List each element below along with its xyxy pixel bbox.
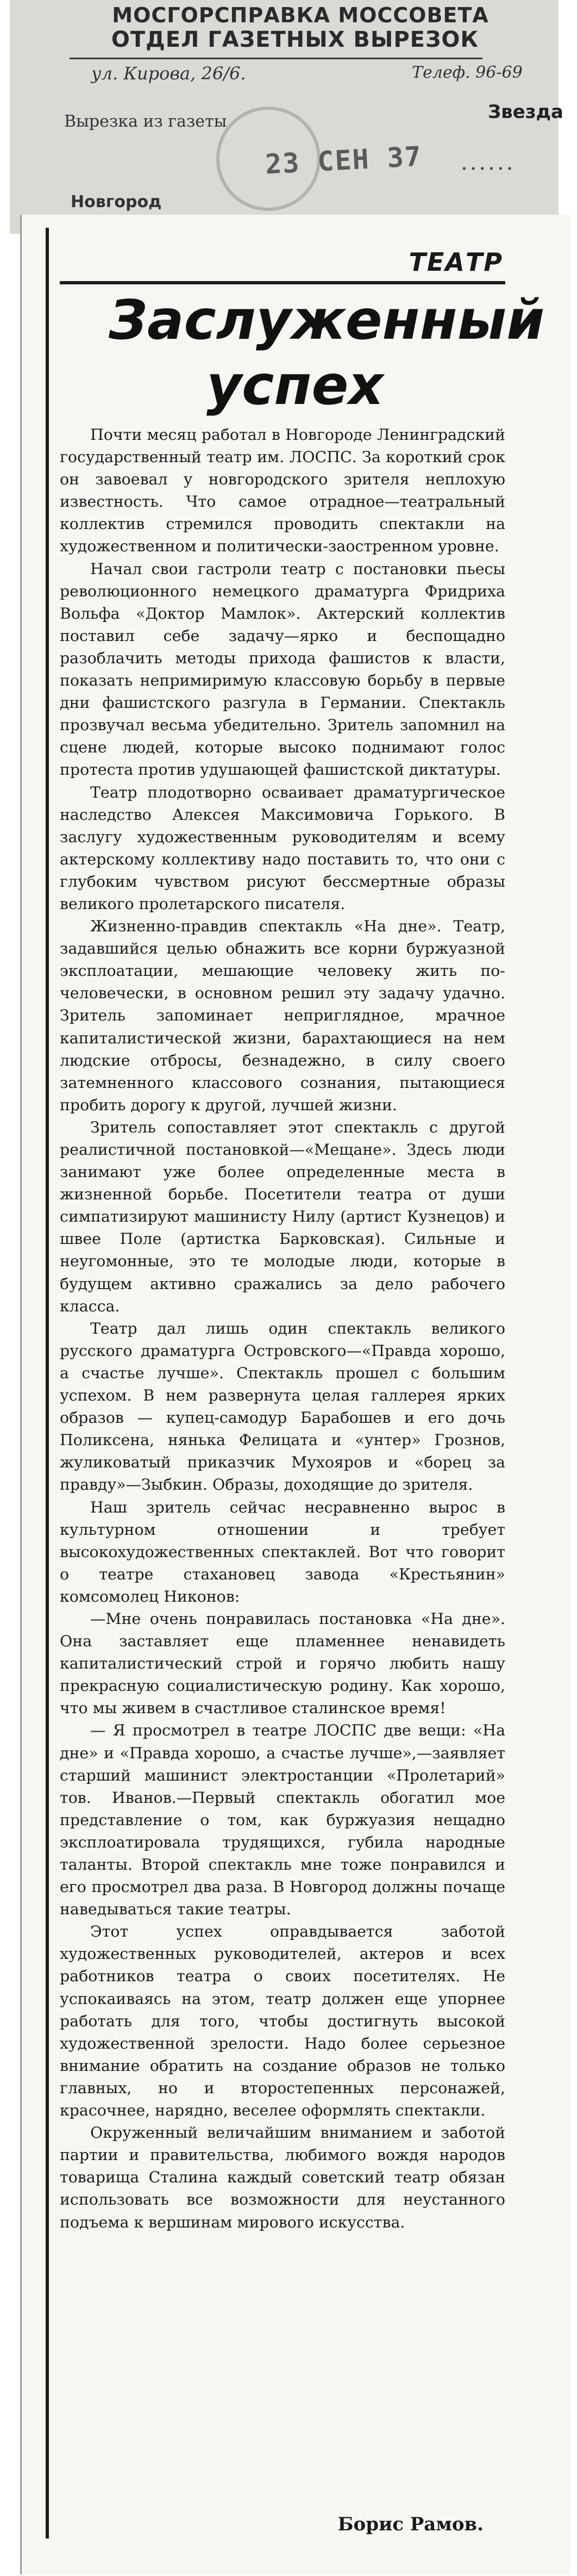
paragraph: Этот успех оправдывается заботой художественных руководителей, актеров и всех работников театра о своих посетителях. Не успокаиваясь на этом, театр должен еще упорнее работать для того, чтобы достигнуть высокой художественной зрелости. Надо более серьезное внимание обратить на создание образов не только главных, но и второстепенных персонажей, красочнее, нарядно, веселее оформлять спектакли. (60, 1922, 505, 2120)
quote-paragraph: — Я просмотрел в театре ЛОСПС две вещи: «На дне» и «Правда хорошо, а счастье лучше»,—заявляет старший машинист электростанции «Пролетарий» тов. Иванов.—Первый спектакль обогатил мое представление о том, как буржуазия нещадно эксплоатировала трудящихся, губила народные таланты. Второй спектакль мне тоже понравился и его просмотрел два раза. В Новгород должны почаще наведываться такие театры. (60, 1721, 505, 1919)
bureau-phone: Телеф. 96-69 (412, 63, 523, 82)
paragraph: Зритель сопоставляет этот спектакль с другой реалистичной постановкой—«Мещане». Здесь люди занимают уже более определенные места в жизненной борьбе. Посетители театра от души симпатизируют машинисту Нилу (артист Кузнецов) и швее Поле (артистка Барковская). Сильные и неугомонные, это те молодые люди, которые в будущем активно сражались за дело рабочего класса. (60, 1118, 505, 1315)
paragraph: Наш зритель сейчас несравненно вырос в культурном отношении и требует высокохудожественных спектаклей. Вот что говорит о театре стахановец завода «Крестьянин» комсомолец Никонов: (60, 1498, 505, 1606)
section-rule (60, 281, 505, 284)
quote-paragraph: —Мне очень понравилась постановка «На дне». Она заставляет еще пламеннее ненавидеть капиталистический строй и горячо любить нашу прекрасную социалистическую родину. Как хорошо, что мы живем в счастливое сталинское время! (60, 1609, 505, 1718)
paragraph: Театр плодотворно осваивает драматургическое наследство Алексея Максимовича Горького. В заслугу художественным руководителям и всему актерскому коллективу надо поставить то, что они с глубоким чувством рисуют бессмертные образы великого пролетарского писателя. (60, 783, 505, 913)
newspaper-clipping (22, 215, 570, 2574)
date-stamp: 23 СЕН 37 (264, 140, 423, 181)
paragraph: Начал свои гастроли театр с постановки пьесы революционного немецкого драматурга Фридриха Вольфа «Доктор Мамлок». Актерский коллектив поставил себе задачу—ярко и беспощадно разоблачить методы прихода фашистов к власти, показать непримиримую классовую борьбу в первые дни фашистского разгула в Германии. Спектакль прозвучал весьма убедительно. Зритель запомнил на сцене людей, которые высоко поднимают голос протеста против удушающей фашистской диктатуры. (60, 559, 505, 779)
cutting-label: Вырезка из газеты (64, 112, 227, 131)
bureau-name: МОСГОРСПРАВКА МОССОВЕТА (112, 3, 489, 27)
date-dots: ...... (461, 150, 516, 175)
city-label: Новгород (71, 192, 162, 211)
bureau-department: ОТДЕЛ ГАЗЕТНЫХ ВЫРЕЗОК (111, 27, 479, 52)
paragraph: Театр дал лишь один спектакль великого русского драматурга Островского—«Правда хорошо, а счастье лучше». Спектакль прошел с большим успехом. В нем развернута целая галлерея ярких образов — купец-самодур Барабошев и его дочь Поликсена, нянька Фелицата и «унтер» Грознов, жуликоватый приказчик Мухояров и «борец за правду»—Зыбкин. Образы, доходящие до зрителя. (60, 1319, 505, 1494)
paragraph: Жизненно-правдив спектакль «На дне». Театр, задавшийся целью обнажить все корни буржуазной эксплоатации, мешающие человеку жить по-человечески, в основном решил эту задачу удачно. Зритель запоминает неприглядное, мрачное капиталистической жизни, барахтающиеся на нем людские отбросы, безнадежно, в силу своего затемненного классового сознания, пытающиеся пробить дорогу к другой, лучшей жизни. (60, 917, 505, 1114)
bureau-address: ул. Кирова, 26/6. (91, 63, 246, 84)
headline-line-1: Заслуженный (109, 288, 545, 352)
headline-line-2: успех (206, 353, 384, 417)
header-divider (70, 58, 482, 59)
newspaper-name: Звезда (488, 101, 563, 123)
author-signature: Борис Рамов. (337, 2513, 484, 2535)
paragraph: Почти месяц работал в Новгороде Ленинградский государственный театр им. ЛОСПС. За короткий срок он завоевал у новгородского зрителя неплохую известность. Что самое отрадное—театральный коллектив стремился проводить спектакли на художественном и политически-заостренном уровне. (60, 426, 505, 556)
section-heading: ТЕАТР (409, 247, 503, 277)
article-column (46, 228, 545, 2538)
article-body (60, 424, 505, 2233)
clipping-bureau-header (10, 0, 563, 234)
paragraph: Окруженный величайшим вниманием и заботой партии и правительства, любимого вождя народов товарища Сталина каждый советский театр обязан использовать все возможности для неустанного подъема к вершинам мирового искусства. (60, 2124, 505, 2231)
